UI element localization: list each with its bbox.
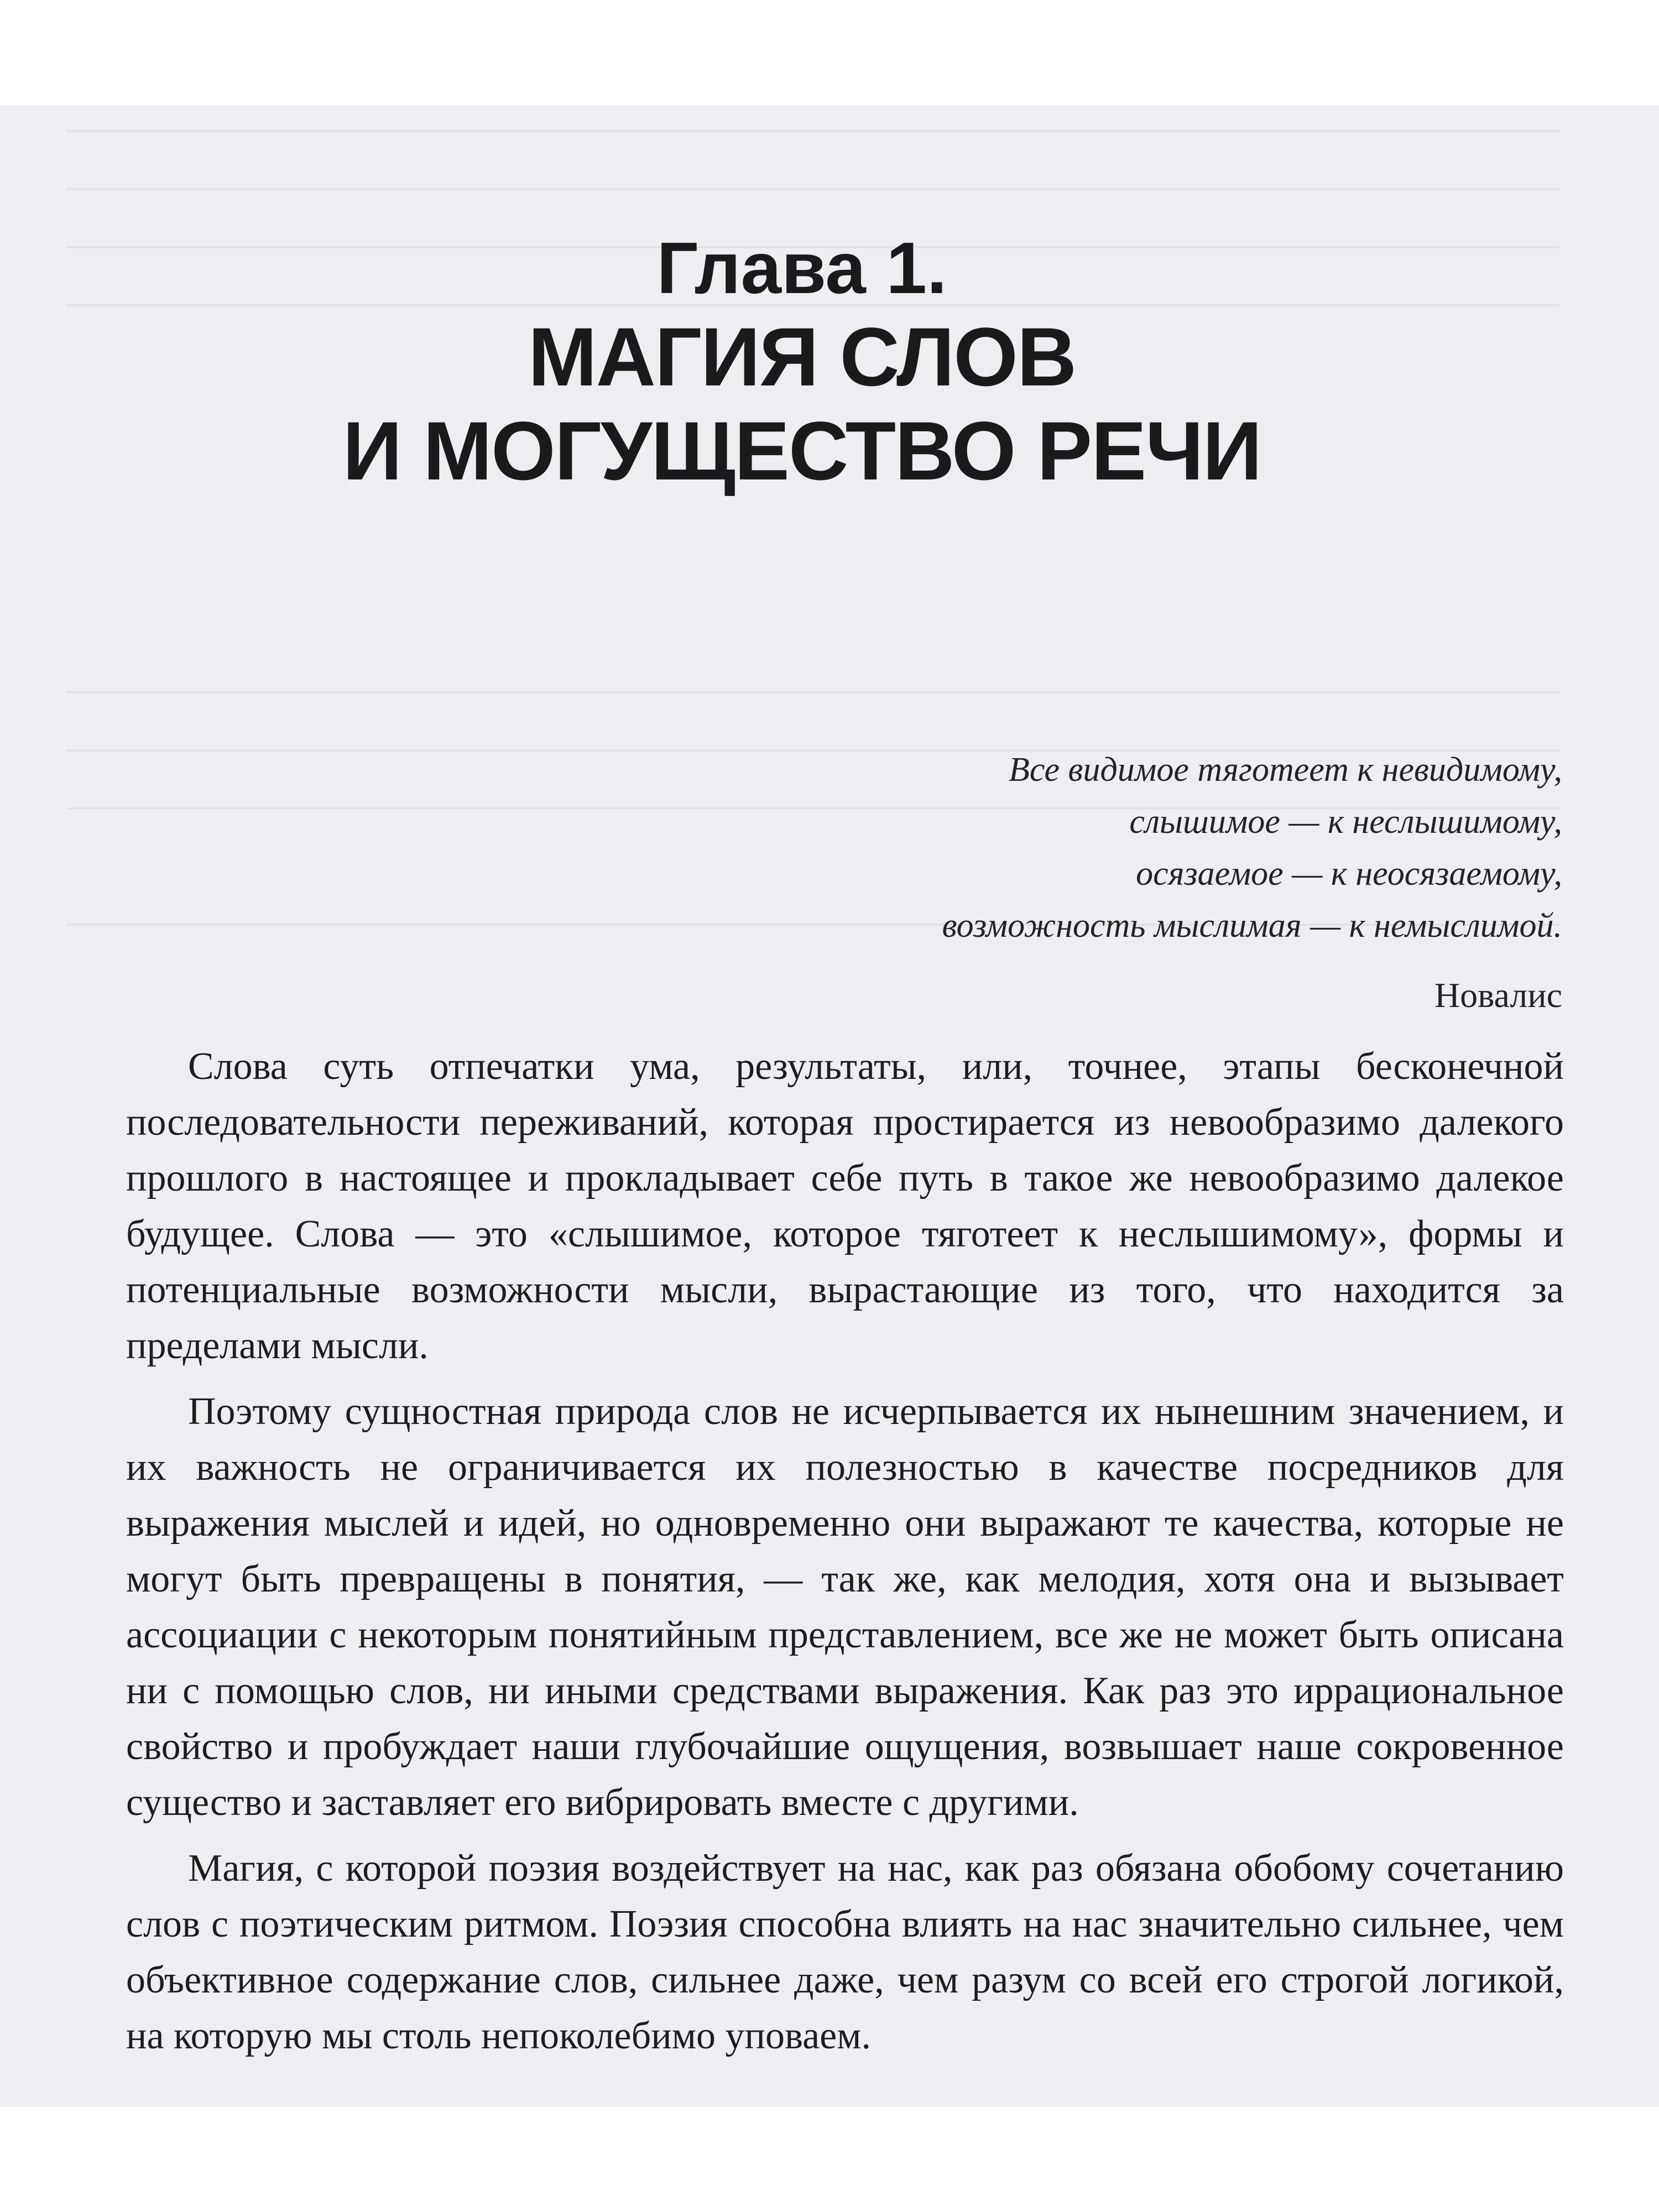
chapter-title bbox=[0, 310, 1604, 498]
epigraph bbox=[788, 744, 1562, 952]
show-through-line bbox=[66, 188, 1559, 190]
epigraph-line: слышимое — к неслышимому, bbox=[1129, 803, 1562, 841]
chapter-title-line-2: И МОГУЩЕСТВО РЕЧИ bbox=[342, 404, 1261, 497]
show-through-line bbox=[66, 130, 1559, 132]
epigraph-line: возможность мыслимая — к немыслимой. bbox=[942, 907, 1562, 945]
paragraph: Слова суть отпечатки ума, результаты, или, точнее, этапы бесконечной последовательности переживаний, которая простирается из невообразимо далекого прошлого в настоящее и прокладывает себе путь в такое же невообразимо далекое будущее. Слова — это «слышимое, которое тяготеет к неслышимому», формы и потенциальные возможности мысли, вырастающие из того, что находится за пределами мысли. bbox=[126, 1045, 1564, 1367]
chapter-title-line-1: МАГИЯ СЛОВ bbox=[528, 310, 1076, 403]
show-through-line bbox=[66, 691, 1559, 693]
epigraph-line: Все видимое тяготеет к невидимому, bbox=[1008, 751, 1562, 789]
epigraph-author: Новалис bbox=[1434, 975, 1562, 1015]
body-text bbox=[126, 1039, 1564, 2074]
chapter-number: Глава 1. bbox=[656, 227, 947, 309]
epigraph-line: осязаемое — к неосязаемому, bbox=[1136, 855, 1562, 893]
paragraph: Магия, с которой поэзия воздействует на нас, как раз обязана обобому сочетанию слов с поэтическим ритмом. Поэзия способна влиять на нас значительно сильнее, чем объективное содержание слов, сильнее даже, чем разум со всей его строгой логикой, на которую мы столь непоколебимо уповаем. bbox=[126, 1847, 1564, 2057]
paragraph: Поэтому сущностная природа слов не исчерпывается их нынешним значением, и их важность не ограничивается их полезностью в качестве посредников для выражения мыслей и идей, но одновременно они выражают те качества, которые не могут быть превращены в понятия, — так же, как мелодия, хотя она и вызывает ассоциации с некоторым понятийным представлением, все же не может быть описана ни с помощью слов, ни иными средствами выражения. Как раз это иррациональное свойство и пробуждает наши глубочайшие ощущения, возвышает наше сокровенное существо и заставляет его вибрировать вместе с другими. bbox=[126, 1390, 1564, 1824]
